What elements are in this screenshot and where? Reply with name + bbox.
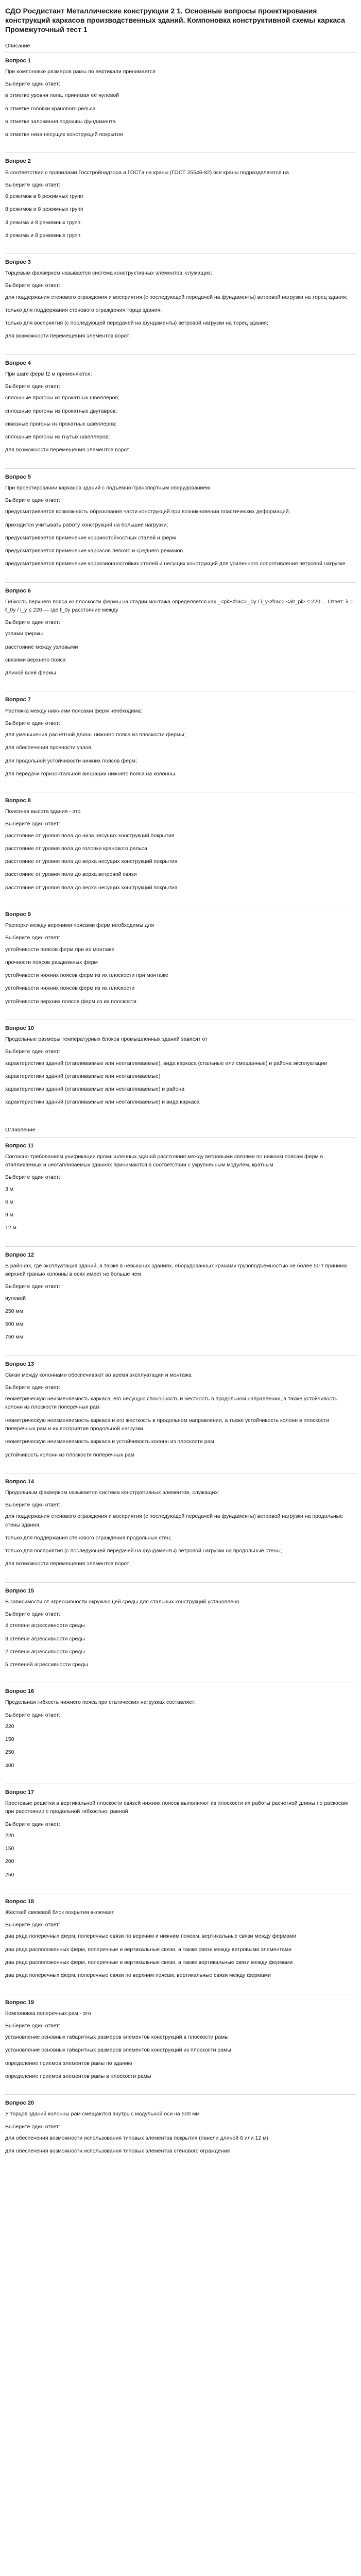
answer-option[interactable]: для возможности перемещения элементов ворот.: [5, 447, 130, 453]
answer-option[interactable]: устойчивости нижних поясов ферм из их плоскости: [5, 985, 135, 992]
document-title-text: СДО Росдистант Металлические конструкции 2 1. Основные вопросы проектирования конструкций каркасов производственных зданий. Компоновка конструктивной схемы каркаса Промежуточный тест 1: [5, 7, 345, 34]
answer-option[interactable]: сплошные прогоны из прокатных двутавров;: [5, 408, 117, 414]
answer-option[interactable]: для продольной устойчивости нижних поясов ферм;: [5, 757, 137, 764]
answer-prompt: Выберите один ответ:: [5, 619, 60, 626]
answer-option[interactable]: предусматривается применение коррозионностойких сталей и несущих конструкций для усиленного сопротивления ветровой нагрузке: [5, 561, 346, 567]
question-text: При шаге ферм l2 м применяются:: [5, 370, 92, 377]
question-title: Вопрос 2: [5, 158, 31, 165]
answer-option[interactable]: устойчивости поясов ферм при их монтаже: [5, 946, 115, 953]
answer-option[interactable]: в отметке низа несущих конструкций покрытия: [5, 131, 123, 138]
answer-prompt: Выберите один ответ:: [5, 497, 60, 503]
question-title: Вопрос 13: [5, 1361, 35, 1367]
answer-option[interactable]: прочности поясов раздвижных ферм: [5, 959, 98, 965]
question-block: [5, 1893, 356, 1994]
answer-option[interactable]: расстояние от уровня пола до низа несущих конструкций покрытия: [5, 832, 175, 839]
question-text: Предельная гибкость нижнего пояса при статических нагрузках составляет:: [5, 1699, 196, 1706]
question-title: Вопрос 1: [5, 57, 31, 64]
intro-label: Описание: [5, 42, 30, 49]
question-block: [5, 1582, 356, 1683]
question-text: При компоновке размеров рамы по вертикали принимается: [5, 68, 156, 75]
answer-option[interactable]: 9 м: [5, 1212, 13, 1218]
answer-prompt: Выберите один ответ:: [5, 1283, 60, 1290]
answer-option[interactable]: 8 режимов и 8 режимных групп: [5, 206, 83, 213]
question-title: Вопрос 11: [5, 1142, 34, 1149]
answer-option[interactable]: установление основных габаритных размеров элементов конструкций в плоскости рамы: [5, 2034, 229, 2041]
answer-option[interactable]: для поддержания стенового ограждения и восприятия (с последующей передачей на фундаменты) ветровой нагрузки на торец здания;: [5, 294, 348, 300]
questions-list: [5, 52, 356, 2169]
answer-option[interactable]: геометрическую неизменяемость каркаса, его несущую способность и жесткость в продольном направлении, а также устойчивость колонн из плоскости поперечных рам: [5, 1396, 338, 1411]
question-title: Вопрос 20: [5, 2100, 35, 2107]
question-title: Вопрос 4: [5, 360, 31, 366]
question-block: [5, 1994, 356, 2095]
answer-option[interactable]: узлами фермы: [5, 631, 43, 637]
answer-prompt: Выберите один ответ:: [5, 1384, 60, 1391]
question-text: Согласно требованиям унификации промышленных зданий расстояния между ветровыми связями по нижним поясам ферм в отапливаемых и неотапливаемых зданиях принимаются в соответствии с укрупненным модулем, кратным: [5, 1153, 323, 1168]
answer-prompt: Выберите один ответ:: [5, 720, 60, 726]
answer-option[interactable]: предусматривается возможность образования части конструкций при возникновении пластических деформаций;: [5, 509, 290, 515]
question-block: [5, 52, 356, 153]
question-text: Продольным фахверком называется система конструктивных элементов, служащих:: [5, 1489, 219, 1496]
answer-option[interactable]: для поддержания стенового ограждения и восприятия (с последующей передачей на фундаменты) ветровой нагрузки на продольные стены здания;: [5, 1513, 343, 1528]
answer-prompt: Выберите один ответ:: [5, 282, 60, 289]
answer-option[interactable]: характеристики зданий (отапливаемые или неотапливаемые) и вида каркаса: [5, 1099, 200, 1106]
answer-option[interactable]: только для восприятия (с последующей передачей на фундаменты) ветровой нагрузки на продольные стены;: [5, 1548, 282, 1554]
question-title: Вопрос 19: [5, 1999, 35, 2006]
answer-option[interactable]: предусматривается применение корриостойкостных сталей и ферм: [5, 534, 176, 541]
answer-option[interactable]: определение приемов элементов рамы в плоскости рамы: [5, 2073, 151, 2079]
question-block: [5, 1355, 356, 1473]
answer-option[interactable]: 3 степени агрессивности среды: [5, 1635, 85, 1642]
answer-option[interactable]: в отметке заложения подошвы фундамента: [5, 118, 116, 125]
answer-option[interactable]: определение приемов элементов рамы по зданию: [5, 2060, 132, 2066]
answer-option[interactable]: только для восприятия (с последующей передачей на фундаменты) ветровой нагрузки на торец здания;: [5, 320, 268, 327]
answer-option[interactable]: для обеспечения прочности узлов;: [5, 744, 93, 751]
question-text: Крестовые решетки в вертикальной плоскости связей нижних поясов выполняют из плоскости их работы расчетной длины по раскосам при расстоянии с продольной гибкостью, равной: [5, 1800, 348, 1815]
question-title: Вопрос 18: [5, 1898, 35, 1905]
answer-option[interactable]: 2 степени агрессивности среды: [5, 1648, 85, 1655]
question-block: [5, 1784, 356, 1893]
answer-option[interactable]: 220: [5, 1832, 14, 1839]
question-text: У торцов зданий колонны рам смещаются внутрь с модульной оси на 500 мм: [5, 2111, 200, 2117]
answer-option[interactable]: только для поддержания стенового ограждения продольных стен;: [5, 1534, 171, 1541]
question-block: [5, 2094, 356, 2169]
answer-option[interactable]: 6 режимов в 8 режимных групп: [5, 193, 83, 200]
answer-prompt: Выберите один ответ:: [5, 1922, 60, 1928]
question-block: [5, 582, 356, 691]
question-block: [5, 354, 356, 468]
answer-option[interactable]: 200: [5, 1858, 14, 1865]
answer-option[interactable]: характеристики зданий (отапливаемые или неотапливаемые) и района: [5, 1086, 185, 1093]
question-title: Вопрос 6: [5, 587, 31, 594]
question-title: Вопрос 7: [5, 697, 31, 703]
question-text: Связи между колоннами обеспечивают во время эксплуатации и монтажа: [5, 1371, 192, 1378]
answer-prompt: Выберите один ответ:: [5, 1711, 60, 1718]
answer-option[interactable]: в отметке головки кранового рельса: [5, 105, 96, 112]
answer-prompt: Выберите один ответ:: [5, 1821, 60, 1827]
question-block: [5, 1137, 356, 1246]
answer-option[interactable]: 12 м: [5, 1225, 16, 1231]
answer-prompt: Выберите один ответ:: [5, 1502, 60, 1509]
answer-option[interactable]: 150: [5, 1845, 14, 1852]
question-text: В зависимости от агрессивности окружающей среды для стальных конструкций установлено: [5, 1598, 239, 1605]
answer-prompt: Выберите один ответ:: [5, 1174, 60, 1181]
question-block: [5, 1683, 356, 1784]
question-text: Торцевым фахверком называется система конструктивных элементов, служащих:: [5, 270, 212, 277]
answer-option[interactable]: расстояние от уровня пола до верха несущих конструкций покрытия: [5, 884, 178, 891]
answer-option[interactable]: характеристики зданий (отапливаемые или неотапливаемые), вида каркаса (стальные или смешанные) и района эксплуатации: [5, 1060, 328, 1066]
question-title: Вопрос 9: [5, 911, 31, 918]
answer-option[interactable]: связями верхнего пояса: [5, 656, 66, 663]
question-title: Вопрос 15: [5, 1587, 35, 1594]
answer-prompt: Выберите один ответ:: [5, 2123, 60, 2130]
answer-option[interactable]: 400: [5, 1762, 14, 1769]
answer-option[interactable]: расстояние от уровня пола до верха ветровой связи: [5, 871, 137, 878]
answer-option[interactable]: для обеспечения возможности использования типовых элементов стенового ограждения: [5, 2148, 230, 2155]
answer-option[interactable]: 6 м: [5, 1198, 13, 1205]
answer-option[interactable]: 3 режима и 8 режимных групп: [5, 219, 81, 226]
answer-option[interactable]: устойчивость колонн из плоскости поперечных рам: [5, 1451, 135, 1458]
answer-prompt: Выберите один ответ:: [5, 935, 60, 941]
answer-option[interactable]: два ряда поперечных ферм, поперечные связи по верхним и нижним поясам, вертикальные связи между фермами: [5, 1933, 297, 1940]
answer-option[interactable]: в отметке уровня пола, принимая её нулевой: [5, 92, 119, 99]
answer-option[interactable]: для возможности перемещения элементов ворот.: [5, 1561, 130, 1567]
answer-option[interactable]: 750 мм: [5, 1334, 23, 1341]
answer-option[interactable]: устойчивости верхних поясов ферм из их плоскости: [5, 998, 136, 1005]
answer-option[interactable]: два ряда расположенных ферм, поперечные и вертикальные связи, а также связи между ветровыми элементами: [5, 1946, 292, 1953]
question-title: Вопрос 17: [5, 1789, 35, 1795]
answer-option[interactable]: расстояние от уровня пола до головки кранового рельса: [5, 845, 147, 852]
question-title: Вопрос 16: [5, 1688, 35, 1695]
answer-option[interactable]: 220: [5, 1723, 14, 1730]
answer-prompt: Выберите один ответ:: [5, 383, 60, 390]
question-title: Вопрос 12: [5, 1251, 35, 1258]
answer-option[interactable]: геометрическую неизменяемость каркаса и устойчивость колонн из плоскости рам: [5, 1438, 214, 1445]
answer-option[interactable]: расстояние между узловыми: [5, 643, 78, 650]
answer-option[interactable]: 3 м: [5, 1185, 13, 1192]
answer-option[interactable]: для передачи горизонтальной вибрации нижнего пояса на колонны.: [5, 770, 177, 777]
question-title: Вопрос 8: [5, 798, 31, 804]
answer-option[interactable]: расстояние от уровня пола до верха несущих конструкций покрытия: [5, 858, 178, 865]
question-block: [5, 691, 356, 792]
question-text: В соответствии с правилами Госстройнадзора и ГОСТа на краны (ГОСТ 25546-82) все краны подразделяются на: [5, 169, 289, 176]
answer-prompt: Выберите один ответ:: [5, 821, 60, 827]
answer-option[interactable]: 4 степени агрессивности среды: [5, 1622, 85, 1629]
question-text: Растяжка между нижними поясами ферм необходима:: [5, 707, 143, 714]
question-text: Предельные размеры температурных блоков промышленных зданий зависят от: [5, 1036, 208, 1042]
section-label: Оглавление: [5, 1126, 36, 1133]
answer-option[interactable]: устойчивости нижних поясов ферм из их плоскости при монтаже: [5, 972, 168, 979]
answer-option[interactable]: для обеспечения возможности использования типовых элементов покрытия (панели длиной 6 или 12 м): [5, 2134, 268, 2141]
answer-option[interactable]: сквозные прогоны из прокатных швеллеров;: [5, 420, 117, 427]
question-block: [5, 152, 356, 253]
question-text: Распорки между верхними поясами ферм необходимы для: [5, 922, 154, 929]
answer-option[interactable]: 150: [5, 1736, 14, 1743]
answer-option[interactable]: 4 режима и 8 режимных групп: [5, 232, 81, 239]
question-title: Вопрос 10: [5, 1025, 35, 1031]
question-text: Гибкость верхнего пояса из плоскости фермы на стадии монтажа определяется как _<pi><frac>l_0y / i_y</frac> <alt_pi> ≤ 220 ... Ответ: λ = ℓ_0y / i_y ≤ 220 — где ℓ_0y расстояние между: [5, 598, 353, 613]
answer-option[interactable]: два ряда расположенных ферм, поперечные и вертикальные связи, а также вертикальные связи между фермами: [5, 1959, 293, 1966]
question-title: Вопрос 3: [5, 259, 31, 266]
answer-prompt: Выберите один ответ:: [5, 181, 60, 188]
document-title: [5, 6, 356, 35]
question-block: [5, 906, 356, 1020]
question-block: [5, 253, 356, 354]
answer-option[interactable]: только для поддержания стенового ограждения торца здания;: [5, 307, 162, 313]
question-block: [5, 468, 356, 582]
answer-option[interactable]: два ряда поперечных ферм, поперечные связи по верхним поясам, вертикальные связи между фермами: [5, 1972, 271, 1979]
question-block: [5, 1246, 356, 1355]
question-block: [5, 1020, 356, 1121]
answer-option[interactable]: 5 степеней агрессивности среды: [5, 1662, 88, 1668]
answer-option[interactable]: сплошные прогоны из прокатных швеллеров;: [5, 395, 119, 401]
question-text: В районах, где эксплуатация зданий, а также в невышних зданиях, оборудованных кранами грузоподъемностью не более 50 т принима верхней гранью колонны в осях имеет не больше чем: [5, 1262, 347, 1278]
answer-prompt: Выберите один ответ:: [5, 1611, 60, 1618]
answer-option[interactable]: длиной всей фермы: [5, 670, 56, 676]
question-block: [5, 1473, 356, 1582]
question-block: [5, 792, 356, 906]
answer-option[interactable]: 250: [5, 1749, 14, 1756]
answer-option[interactable]: сплошные прогоны из гнутых швеллеров;: [5, 434, 110, 440]
answer-option[interactable]: 250: [5, 1871, 14, 1878]
question-text: При проектировании каркасов зданий с подъемно-транспортным оборудованием: [5, 484, 210, 491]
answer-option[interactable]: нулевой: [5, 1295, 26, 1301]
question-text: Жесткий связевой блок покрытия включает: [5, 1909, 114, 1916]
answer-option[interactable]: приходится учитывать работу конструкций на большие нагрузки;: [5, 521, 168, 528]
answer-option[interactable]: 250 мм: [5, 1308, 23, 1314]
answer-prompt: Выберите один ответ:: [5, 81, 60, 88]
answer-option[interactable]: для возможности перемещения элементов ворот.: [5, 333, 130, 340]
question-title: Вопрос 14: [5, 1478, 35, 1485]
question-text: Компоновка поперечных рам - это: [5, 2010, 91, 2016]
answer-option[interactable]: предусматривается применение каркасов легкого и среднего режимов: [5, 548, 183, 554]
answer-option[interactable]: установление основных габаритных размеров элементов конструкций из плоскости рамы: [5, 2047, 231, 2054]
question-text: Полезная высота здания - это: [5, 808, 81, 815]
answer-option[interactable]: геометрическую неизменяемость каркаса и его жесткость в продольном направлении, а также устойчивость колонн в плоскости поперечных рам и их восприятие продольной нагрузки: [5, 1417, 329, 1432]
answer-prompt: Выберите один ответ:: [5, 2022, 60, 2029]
answer-prompt: Выберите один ответ:: [5, 1048, 60, 1055]
answer-option[interactable]: 500 мм: [5, 1321, 23, 1328]
answer-option[interactable]: характеристики зданий (отапливаемые или неотапливаемые): [5, 1073, 161, 1079]
answer-option[interactable]: для уменьшения расчётной длины нижнего пояса из плоскости фермы;: [5, 732, 186, 738]
question-title: Вопрос 5: [5, 473, 31, 480]
